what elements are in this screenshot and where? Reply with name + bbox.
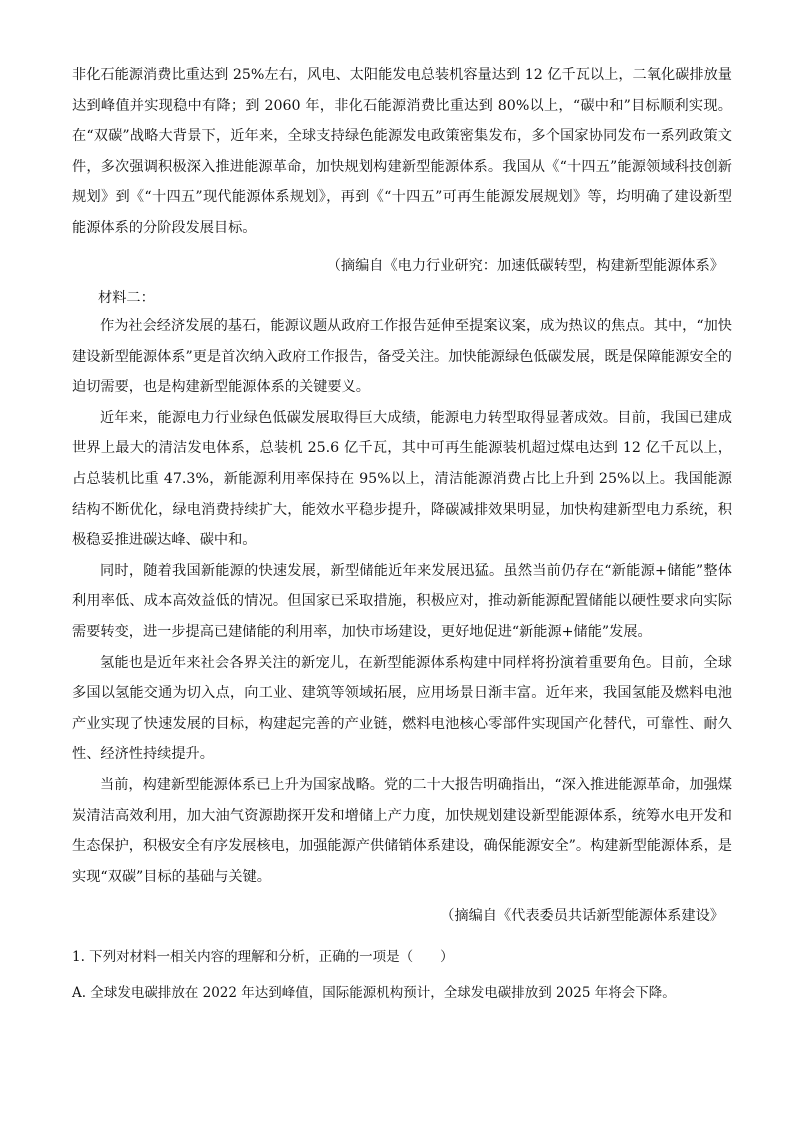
paragraph: 当前，构建新型能源体系已上升为国家战略。党的二十大报告明确指出，“深入推进能源革命，加强煤炭清洁高效利用，加大油气资源勘探开发和增储上产力度，加快规划建设新型能源体系，统筹水电开发和生态保护，积极安全有序发展核电，加强能源产供储销体系建设，确保能源安全”。构建新型能源体系，是实现“双碳”目标的基础与关键。 [72, 776, 732, 885]
material-2-label: 材料二： [98, 290, 155, 306]
paragraph: 近年来，能源电力行业绿色低碳发展取得巨大成绩，能源电力转型取得显著成效。目前，我国已建成世界上最大的清洁发电体系，总装机 25.6 亿千瓦，其中可再生能源装机超过煤电达到 12 亿千瓦以上，占总装机比重 47.3%，新能源利用率保持在 95%以上，清洁能源消费占比上升到 25%以上。我国能源结构不断优化，绿电消费持续扩大，能效水平稳步提升，降碳减排效果明显，加快构建新型电力系统，积极稳妥推进碳达峰、碳中和。 [72, 409, 732, 549]
question-1-option-a: A. 全球发电碳排放在 2022 年达到峰值，国际能源机构预计，全球发电碳排放到 2025 年将会下降。 [72, 985, 676, 1001]
paragraph: 氢能也是近年来社会各界关注的新宠儿，在新型能源体系构建中同样将扮演着重要角色。目前，全球多国以氢能交通为切入点，向工业、建筑等领域拓展，应用场景日渐丰富。近年来，我国氢能及燃料电池产业实现了快速发展的目标，构建起完善的产业链，燃料电池核心零部件实现国产化替代，可靠性、耐久性、经济性持续提升。 [72, 654, 732, 763]
source-citation-2: （摘编自《代表委员共话新型能源体系建设》 [440, 908, 724, 924]
paragraph: 同时，随着我国新能源的快速发展，新型储能近年来发展迅猛。虽然当前仍存在“新能源+储能”整体利用率低、成本高效益低的情况。但国家已采取措施，积极应对，推动新能源配置储能以硬性要求向实际需要转变，进一步提高已建储能的利用率，加快市场建设，更好地促进“新能源+储能”发展。 [72, 562, 732, 640]
paragraph: 非化石能源消费比重达到 25%左右，风电、太阳能发电总装机容量达到 12 亿千瓦以上，二氧化碳排放量达到峰值并实现稳中有降；到 2060 年，非化石能源消费比重达到 80%以上，“碳中和”目标顺利实现。在“双碳”战略大背景下，近年来，全球支持绿色能源发电政策密集发布，多个国家协同发布一系列政策文件，多次强调积极深入推进能源革命，加快规划构建新型能源体系。我国从《“十四五”能源领域科技创新规划》到《“十四五”现代能源体系规划》，再到《“十四五”可再生能源发展规划》等，均明确了建设新型能源体系的分阶段发展目标。 [72, 67, 732, 236]
source-citation-1: （摘编自《电力行业研究：加速低碳转型，构建新型能源体系》 [326, 258, 724, 274]
question-1: 1. 下列对材料一相关内容的理解和分析，正确的一项是（ ） [72, 949, 454, 965]
material-1-paragraph [72, 60, 732, 244]
paragraph: 作为社会经济发展的基石，能源议题从政府工作报告延伸至提案议案，成为热议的焦点。其中，“加快建设新型能源体系”更是首次纳入政府工作报告，备受关注。加快能源绿色低碳发展，既是保障能源安全的迫切需要，也是构建新型能源体系的关键要义。 [72, 318, 732, 396]
material-2-body [72, 311, 732, 892]
